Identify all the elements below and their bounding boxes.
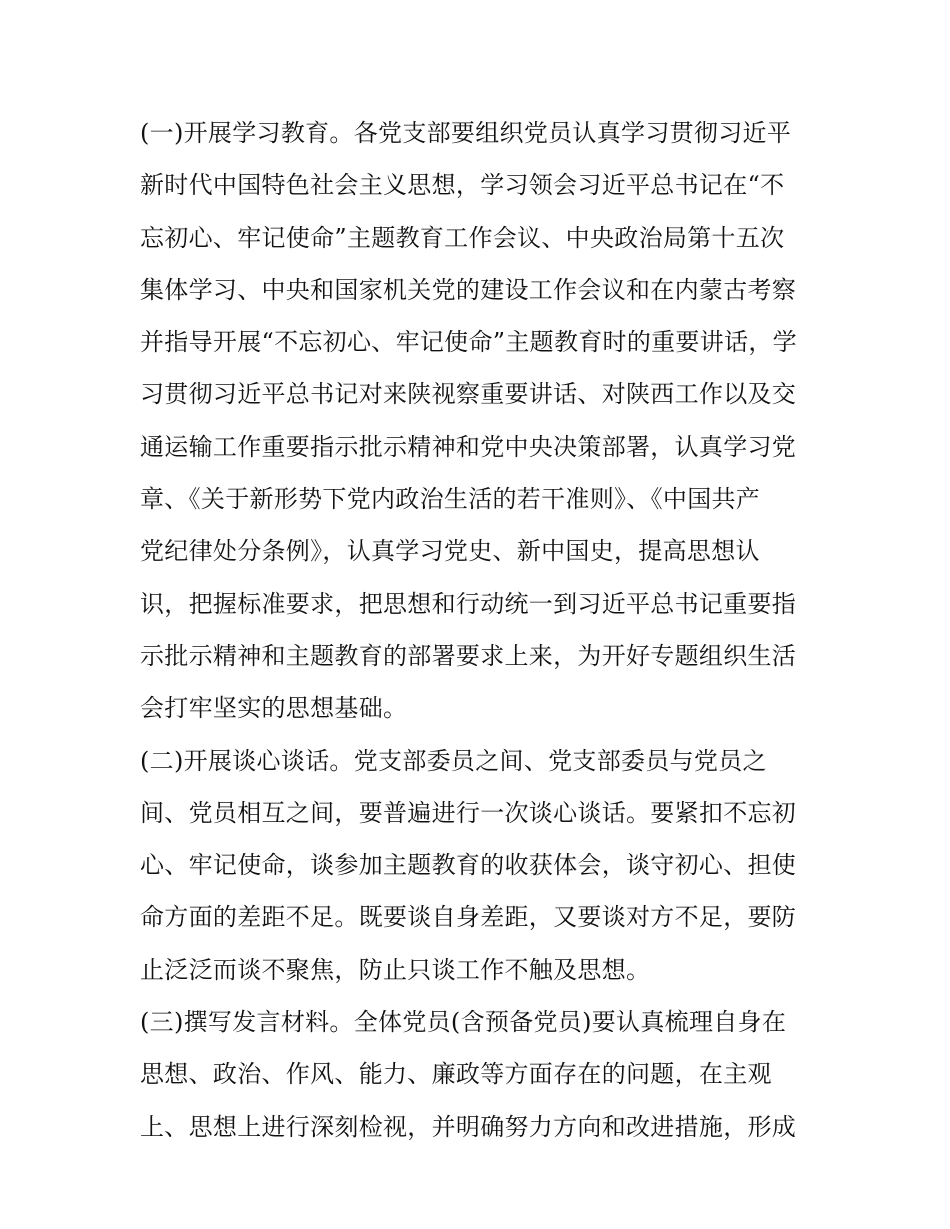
text-line: 示批示精神和主题教育的部署要求上来，为开好专题组织生活 bbox=[140, 641, 797, 670]
text-line: 通运输工作重要指示批示精神和党中央决策部署，认真学习党 bbox=[140, 432, 797, 461]
text-line: (二)开展谈心谈话。党支部委员之间、党支部委员与党员之 bbox=[140, 746, 767, 775]
text-line: 并指导开展“不忘初心、牢记使命”主题教育时的重要讲话，学 bbox=[140, 328, 797, 357]
text-line: 集体学习、中央和国家机关党的建设工作会议和在内蒙古考察 bbox=[140, 275, 797, 304]
text-line: 新时代中国特色社会主义思想，学习领会习近平总书记在“不 bbox=[140, 171, 785, 200]
text-line: 会打牢坚实的思想基础。 bbox=[140, 694, 408, 723]
text-line: 习贯彻习近平总书记对来陕视察重要讲话、对陕西工作以及交 bbox=[140, 380, 797, 409]
text-line: 章、《关于新形势下党内政治生活的若干准则》、《中国共产 bbox=[140, 485, 761, 514]
text-line: 忘初心、牢记使命”主题教育工作会议、中央政治局第十五次 bbox=[140, 223, 785, 252]
text-line: 间、党员相互之间，要普遍进行一次谈心谈话。要紧扣不忘初 bbox=[140, 798, 797, 827]
text-line: 识，把握标准要求，把思想和行动统一到习近平总书记重要指 bbox=[140, 589, 797, 618]
text-line: 思想、政治、作风、能力、廉政等方面存在的问题，在主观 bbox=[140, 1060, 772, 1089]
text-line: (一)开展学习教育。各党支部要组织党员认真学习贯彻习近平 bbox=[140, 119, 792, 147]
text-line: 党纪律处分条例》，认真学习党史、新中国史，提高思想认 bbox=[140, 537, 760, 566]
text-line: 止泛泛而谈不聚焦，防止只谈工作不触及思想。 bbox=[140, 955, 651, 984]
text-line: 命方面的差距不足。既要谈自身差距，又要谈对方不足，要防 bbox=[140, 903, 797, 932]
text-line: (三)撰写发言材料。全体党员(含预备党员)要认真梳理自身在 bbox=[140, 1008, 787, 1037]
text-line: 上、思想上进行深刻检视，并明确努力方向和改进措施，形成 bbox=[140, 1112, 797, 1141]
document-body bbox=[140, 107, 830, 1153]
text-line: 心、牢记使命，谈参加主题教育的收获体会，谈守初心、担使 bbox=[140, 851, 797, 880]
